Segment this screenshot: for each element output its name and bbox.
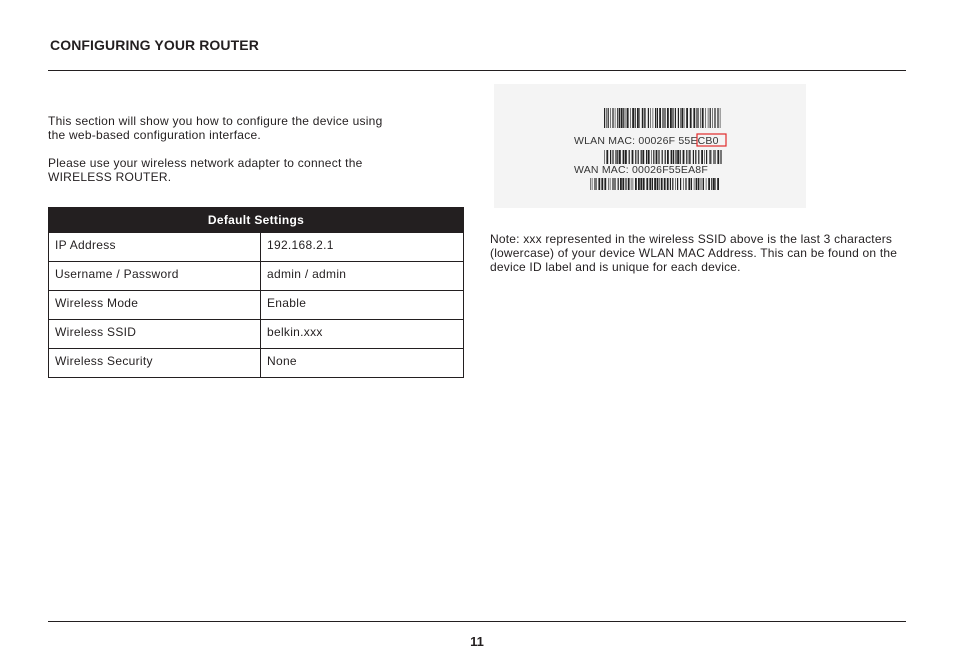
barcode-bar (710, 108, 711, 128)
barcode-bar (648, 108, 649, 128)
barcode-bar (619, 108, 620, 128)
footer-divider (48, 621, 906, 622)
barcode-bar (667, 178, 669, 190)
barcode-bar (658, 150, 659, 164)
barcode-bar (648, 150, 650, 164)
barcode-bar (703, 178, 704, 190)
barcode-bar (632, 150, 634, 164)
barcode-bar (625, 150, 627, 164)
barcode-bar (623, 150, 625, 164)
barcode-bar (673, 150, 674, 164)
barcode-bar (619, 150, 621, 164)
barcode-bar (720, 150, 721, 164)
barcode-bar (717, 178, 719, 190)
barcode-bar (662, 150, 663, 164)
barcode-bar (610, 108, 611, 128)
setting-value: 192.168.2.1 (261, 233, 464, 262)
barcode-bar (705, 108, 706, 128)
barcode-bar (657, 108, 658, 128)
barcode-bar (640, 178, 642, 190)
barcode-bar (685, 178, 686, 190)
barcode-bar (638, 150, 639, 164)
barcode-bar (635, 108, 636, 128)
barcode-bar (670, 178, 671, 190)
barcode-bar (598, 178, 600, 190)
setting-name: Wireless Security (49, 349, 261, 378)
barcode-bar (683, 178, 684, 190)
barcode-bar (677, 178, 678, 190)
barcode-bar (698, 178, 699, 190)
barcode-bar (672, 108, 673, 128)
barcode-bar (655, 108, 656, 128)
setting-value: belkin.xxx (261, 320, 464, 349)
barcode-bar (695, 150, 696, 164)
barcode-bar (604, 178, 606, 190)
barcode-bar (646, 178, 648, 190)
barcode-bar (684, 108, 685, 128)
barcode-bar (626, 108, 627, 128)
barcode-bar (662, 108, 663, 128)
barcode-bar (720, 108, 721, 128)
barcode-bar (615, 150, 616, 164)
barcode-bar (691, 178, 692, 190)
barcode-bar (645, 108, 646, 128)
barcode-bar (641, 150, 642, 164)
barcode-bottom (590, 178, 719, 190)
barcode-bar (680, 150, 681, 164)
barcode-top (604, 108, 720, 128)
barcode-bar (677, 150, 679, 164)
wan-mac-text: WAN MAC: 00026F55EA8F (574, 164, 708, 176)
barcode-bar (631, 178, 632, 190)
barcode-bar (708, 108, 709, 128)
barcode-bar (604, 108, 605, 128)
barcode-bar (663, 108, 664, 128)
barcode-bar (696, 178, 698, 190)
barcode-bar (642, 150, 644, 164)
barcode-bar (649, 178, 651, 190)
barcode-bar (698, 150, 699, 164)
barcode-bar (595, 178, 596, 190)
setting-name: IP Address (49, 233, 261, 262)
barcode-bar (632, 108, 634, 128)
barcode-bar (689, 150, 690, 164)
barcode-bar (608, 178, 609, 190)
barcode-bar (681, 108, 683, 128)
barcode-bar (638, 178, 640, 190)
barcode-bar (693, 150, 694, 164)
barcode-bar (590, 178, 591, 190)
barcode-bar (620, 178, 622, 190)
barcode-bar (670, 108, 672, 128)
barcode-bar (717, 150, 719, 164)
barcode-bar (610, 150, 611, 164)
barcode-bar (625, 178, 626, 190)
barcode-bar (706, 150, 707, 164)
barcode-bar (650, 108, 651, 128)
barcode-bar (629, 150, 630, 164)
barcode-bar (711, 178, 712, 190)
barcode-bar (710, 150, 711, 164)
barcode-bar (667, 108, 669, 128)
barcode-bar (659, 108, 661, 128)
barcode-bar (686, 150, 687, 164)
barcode-bar (651, 150, 652, 164)
barcode-bar (639, 108, 640, 128)
barcode-bar (704, 150, 705, 164)
barcode-bar (659, 150, 660, 164)
intro-paragraph-2: Please use your wireless network adapter to connect the WIRELESS ROUTER. (48, 156, 363, 184)
barcode-bar (637, 108, 639, 128)
barcode-bar (623, 108, 624, 128)
barcode-bar (709, 150, 710, 164)
barcode-bar (613, 178, 614, 190)
intro-paragraph-1: This section will show you how to configure the device using the web-based configuration interface. (48, 114, 383, 142)
barcode-bar (606, 150, 608, 164)
barcode-bar (712, 108, 713, 128)
barcode-bar (652, 178, 653, 190)
table-row (49, 320, 464, 349)
note-text: Note: xxx represented in the wireless SSID above is the last 3 characters (lowercase) of your device WLAN MAC Address. This can be found on the device ID label and is unique for each device. (490, 232, 898, 274)
barcode-bar (717, 108, 718, 128)
barcode-bar (642, 108, 643, 128)
barcode-bar (628, 178, 630, 190)
barcode-bar (618, 178, 619, 190)
barcode-bar (630, 108, 631, 128)
barcode-bar (615, 108, 616, 128)
barcode-bar (714, 108, 715, 128)
barcode-bar (654, 178, 656, 190)
barcode-bar (675, 150, 676, 164)
barcode-bar (656, 150, 658, 164)
barcode-bar (621, 108, 623, 128)
barcode-bar (627, 108, 629, 128)
barcode-bar (644, 108, 645, 128)
barcode-bar (698, 108, 699, 128)
barcode-bar (622, 178, 624, 190)
barcode-bar (665, 108, 666, 128)
barcode-bar (653, 150, 654, 164)
setting-value: Enable (261, 291, 464, 320)
barcode-bar (635, 178, 637, 190)
header-divider (48, 70, 906, 71)
setting-value: admin / admin (261, 262, 464, 291)
barcode-bar (612, 108, 613, 128)
barcode-bar (664, 178, 666, 190)
barcode-bar (701, 150, 703, 164)
barcode-bar (653, 108, 654, 128)
table-row (49, 349, 464, 378)
barcode-bar (683, 150, 685, 164)
table-row (49, 233, 464, 262)
barcode-bar (672, 178, 673, 190)
barcode-bar (657, 178, 659, 190)
barcode-bar (702, 108, 704, 128)
barcode-bar (635, 150, 636, 164)
barcode-bar (714, 150, 715, 164)
barcode-bar (606, 108, 607, 128)
barcode-bar (592, 178, 593, 190)
barcode-bar (615, 178, 616, 190)
barcode-bar (612, 150, 613, 164)
barcode-bar (675, 178, 676, 190)
setting-value: None (261, 349, 464, 378)
barcode-bar (617, 108, 618, 128)
setting-name: Wireless SSID (49, 320, 261, 349)
barcode-bar (708, 178, 710, 190)
barcode-bar (646, 150, 647, 164)
barcode-bar (700, 178, 701, 190)
barcode-bar (612, 178, 613, 190)
barcode-bar (715, 178, 716, 190)
barcode-bar (643, 178, 645, 190)
table-row (49, 262, 464, 291)
barcode-bar (694, 178, 695, 190)
barcode-bar (680, 178, 681, 190)
table-heading: Default Settings (49, 208, 464, 233)
barcode-bar (700, 108, 701, 128)
barcode-bar (678, 108, 679, 128)
barcode-bar (610, 178, 611, 190)
barcode-bar (608, 108, 609, 128)
barcode-bar (680, 108, 681, 128)
page-number: 11 (470, 634, 484, 649)
wlan-mac-highlight: ECB0 (690, 135, 719, 147)
default-settings-table (48, 207, 464, 378)
section-title: CONFIGURING YOUR ROUTER (50, 37, 259, 53)
barcode-bar (661, 178, 663, 190)
table-row (49, 291, 464, 320)
wlan-mac-prefix: WLAN MAC: 00026F 55 (574, 135, 691, 147)
barcode-bar (686, 108, 688, 128)
barcode-bar (671, 150, 673, 164)
barcode-bar (604, 150, 605, 164)
barcode-bar (713, 178, 715, 190)
barcode-bar (696, 108, 697, 128)
barcode-bar (633, 178, 634, 190)
barcode-middle (604, 150, 722, 164)
barcode-bar (690, 150, 691, 164)
barcode-bar (617, 150, 618, 164)
barcode-bar (702, 178, 703, 190)
barcode-bar (693, 108, 695, 128)
barcode-bar (665, 150, 666, 164)
barcode-bar (706, 178, 707, 190)
device-id-label-image (494, 84, 806, 208)
barcode-bar (601, 178, 603, 190)
setting-name: Username / Password (49, 262, 261, 291)
intro-text (48, 114, 388, 198)
barcode-bar (713, 150, 714, 164)
barcode-bar (690, 108, 692, 128)
barcode-bar (594, 178, 595, 190)
barcode-bar (675, 108, 676, 128)
setting-name: Wireless Mode (49, 291, 261, 320)
barcode-bar (688, 178, 690, 190)
barcode-bar (659, 178, 660, 190)
barcode-bar (667, 150, 669, 164)
